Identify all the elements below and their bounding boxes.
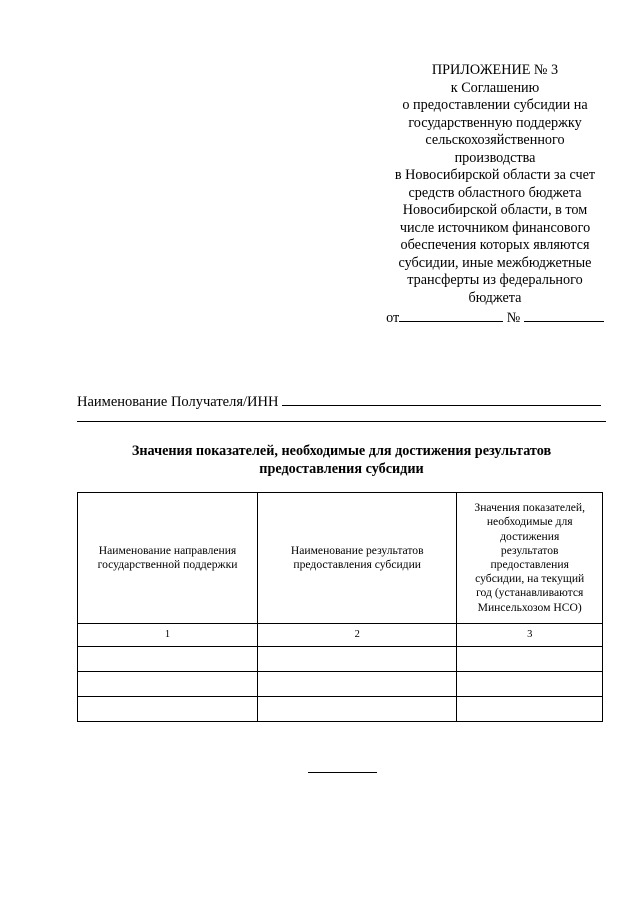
appendix-line: государственную поддержку [408,114,582,131]
header-text: необходимые для [486,515,573,529]
date-blank[interactable] [399,307,503,322]
column-number: 1 [78,624,258,647]
footer-separator [308,772,377,773]
header-text: предоставления субсидии [293,558,421,571]
table-cell[interactable] [457,672,603,697]
header-text: Значения показателей, [474,501,585,515]
header-text: субсидии, на текущий [475,572,585,586]
header-cell-results [258,493,457,624]
title-line: предоставления субсидии [259,461,424,477]
header-text: государственной поддержки [97,558,238,571]
table-cell[interactable] [258,672,457,697]
table-cell[interactable] [457,697,603,722]
recipient-blank-continuation[interactable] [77,421,606,422]
appendix-header [372,62,618,328]
header-text: Наименование направления [98,543,237,557]
header-cell-indicator-values [457,493,603,624]
recipient-blank[interactable] [282,390,601,406]
appendix-line: ПРИЛОЖЕНИЕ № 3 [431,62,559,78]
appendix-line: Новосибирской области, в том [402,202,588,218]
table-cell[interactable] [258,647,457,672]
table-row [78,672,603,697]
appendix-line: к Соглашению [450,79,540,96]
recipient-row [77,390,607,411]
header-text: Наименование результатов [290,543,424,557]
table-header-row [78,493,603,624]
appendix-line: трансферты из федерального [407,272,583,288]
column-number: 3 [457,624,603,647]
table-cell[interactable] [78,647,258,672]
header-text: результатов [500,543,559,557]
appendix-line: производства [454,149,536,166]
table-cell[interactable] [258,697,457,722]
table-cell[interactable] [457,647,603,672]
date-prefix: от [386,310,400,326]
appendix-line: субсидии, иные межбюджетные [398,254,592,271]
appendix-line: сельскохозяйственного [425,132,565,148]
appendix-line: средств областного бюджета [408,184,582,201]
title-line: Значения показателей, необходимые для достижения результатов [131,443,552,459]
header-text: достижения [500,529,560,543]
table-row [78,647,603,672]
number-sign: № [506,310,521,326]
appendix-line: в Новосибирской области за счет [394,167,596,183]
recipient-label: Наименование Получателя/ИНН [77,394,279,410]
table-cell[interactable] [78,672,258,697]
appendix-line: о предоставлении субсидии на [402,97,588,113]
appendix-line: числе источником финансового [399,219,591,236]
appendix-line: обеспечения которых являются [400,237,590,253]
document-title [77,442,606,478]
table-cell[interactable] [78,697,258,722]
column-number-row [78,624,603,647]
number-blank[interactable] [524,307,604,322]
table-row [78,697,603,722]
header-cell-direction [78,493,258,624]
agreement-date-number-line [372,307,618,328]
header-text: год (устанавливаются [476,586,584,600]
appendix-line: бюджета [468,289,522,306]
indicators-table [77,492,603,722]
header-text: предоставления [490,558,569,571]
column-number: 2 [258,624,457,647]
header-text: Минсельхозом НСО) [477,600,582,614]
